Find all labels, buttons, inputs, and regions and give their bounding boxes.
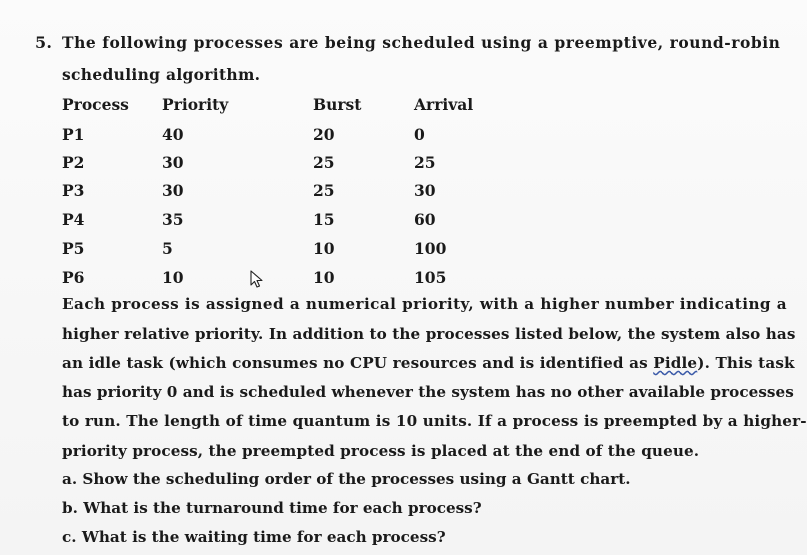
row-p2-arrival: 25 (414, 153, 436, 172)
mouse-cursor-icon (250, 270, 266, 290)
pidle-term: Pidle (653, 354, 698, 372)
question-intro-line1: The following processes are being scheduled using a preemptive, round-robin (62, 33, 781, 52)
paragraph-line4: has priority 0 and is scheduled whenever the system has no other available processes (62, 383, 794, 401)
row-p5-priority: 5 (162, 239, 173, 258)
row-p1-arrival: 0 (414, 125, 425, 144)
row-p3-burst: 25 (313, 181, 335, 200)
paragraph-line2: higher relative priority. In addition to the processes listed below, the system also has (62, 325, 796, 343)
row-p2-burst: 25 (313, 153, 335, 172)
paragraph-line1: Each process is assigned a numerical priority, with a higher number indicating a (62, 295, 788, 313)
row-p4-arrival: 60 (414, 210, 436, 229)
row-p6-process: P6 (62, 268, 85, 287)
header-arrival: Arrival (414, 95, 474, 114)
row-p6-arrival: 105 (414, 268, 447, 287)
row-p5-process: P5 (62, 239, 85, 258)
paragraph-line3-end: ). This task (697, 354, 795, 372)
subquestion-b: b. What is the turnaround time for each process? (62, 499, 482, 517)
paragraph-line3-start: an idle task (which consumes no CPU resources and is identified as (62, 354, 654, 372)
row-p4-priority: 35 (162, 210, 184, 229)
subquestion-a: a. Show the scheduling order of the processes using a Gantt chart. (62, 470, 631, 488)
row-p5-arrival: 100 (414, 239, 447, 258)
row-p1-burst: 20 (313, 125, 335, 144)
header-process: Process (62, 95, 129, 114)
row-p3-priority: 30 (162, 181, 184, 200)
row-p2-process: P2 (62, 153, 85, 172)
header-burst: Burst (313, 95, 362, 114)
row-p1-process: P1 (62, 125, 85, 144)
row-p5-burst: 10 (313, 239, 335, 258)
row-p3-process: P3 (62, 181, 85, 200)
row-p1-priority: 40 (162, 125, 184, 144)
row-p6-burst: 10 (313, 268, 335, 287)
row-p6-priority: 10 (162, 268, 184, 287)
paragraph-line6: priority process, the preempted process is placed at the end of the queue. (62, 442, 700, 460)
row-p2-priority: 30 (162, 153, 184, 172)
row-p3-arrival: 30 (414, 181, 436, 200)
row-p4-burst: 15 (313, 210, 335, 229)
row-p4-process: P4 (62, 210, 85, 229)
subquestion-c: c. What is the waiting time for each process? (62, 528, 446, 546)
paragraph-line5: to run. The length of time quantum is 10 units. If a process is preempted by a higher- (62, 412, 807, 430)
question-intro-line2: scheduling algorithm. (62, 65, 261, 84)
header-priority: Priority (162, 95, 229, 114)
paragraph-line3 (62, 354, 795, 372)
question-number: 5. (35, 33, 53, 52)
